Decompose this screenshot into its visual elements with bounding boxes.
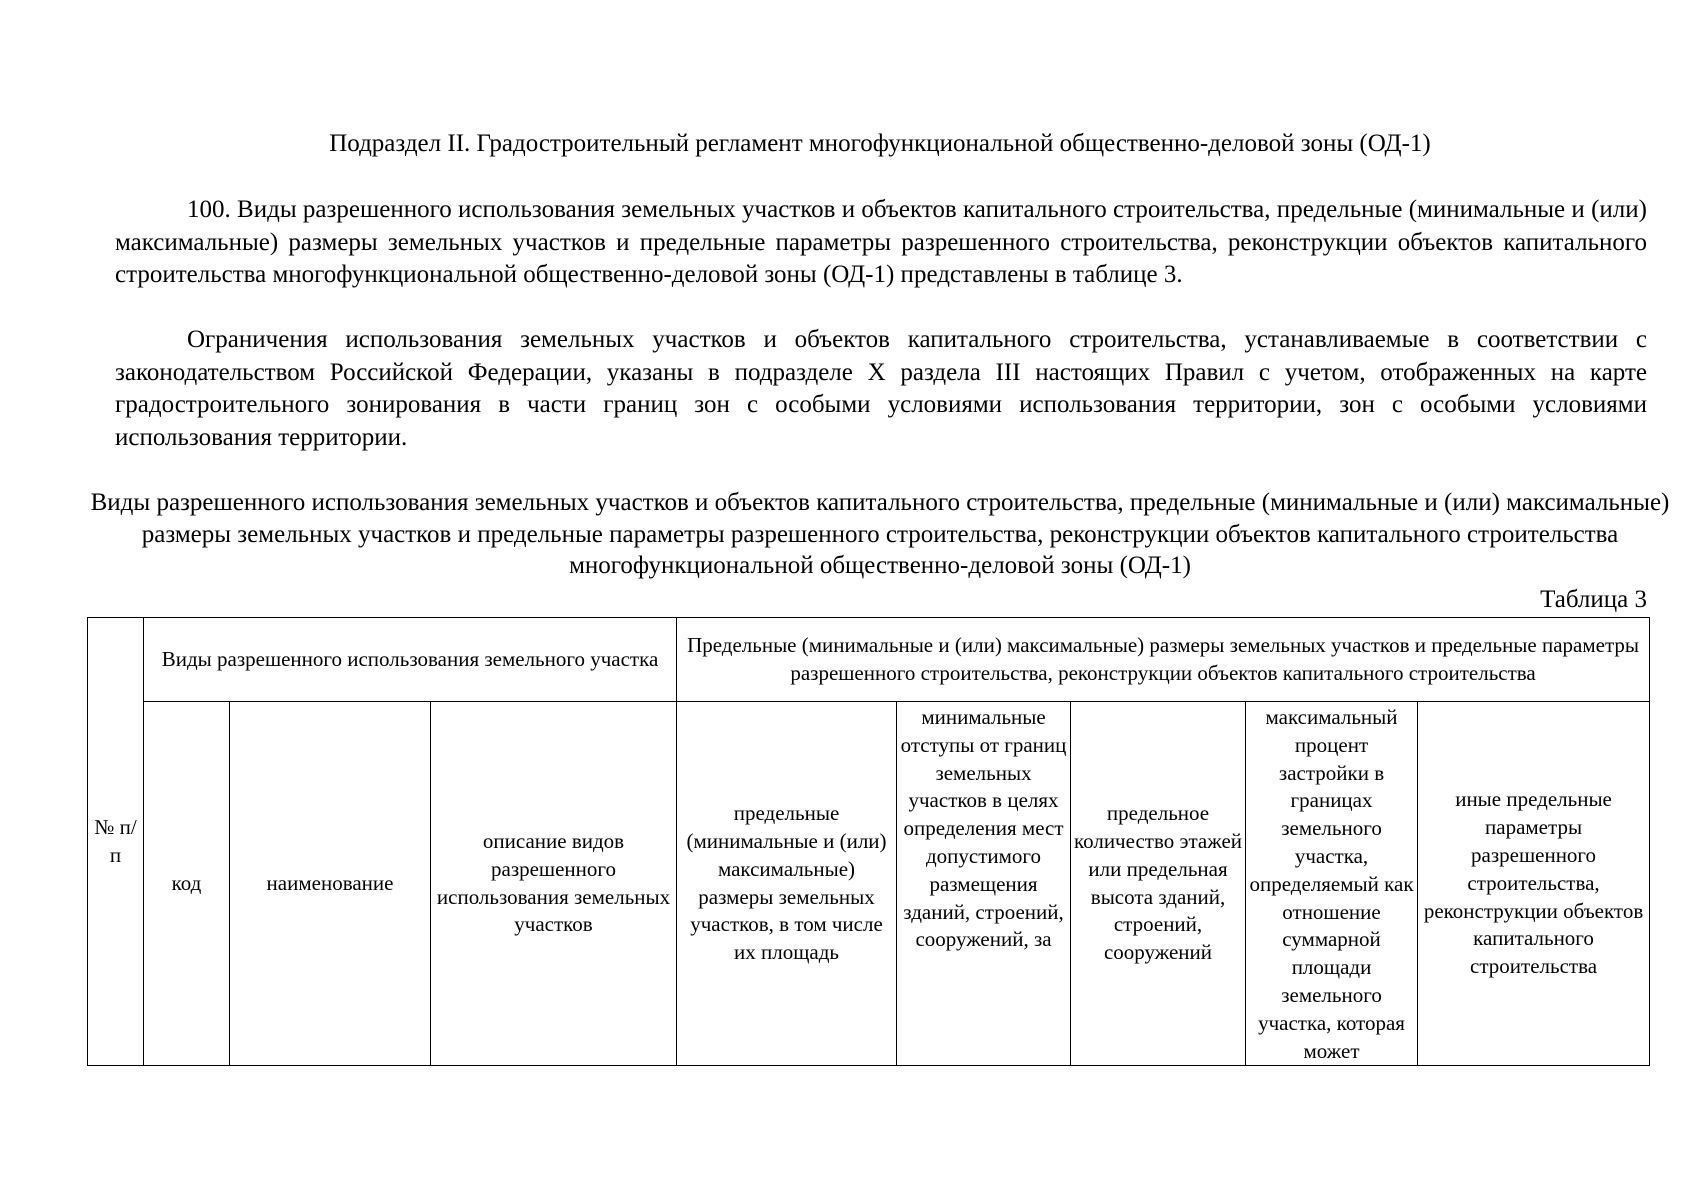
header-limits-group: Предельные (минимальные и (или) максимальные) размеры земельных участков и предельные параметры разрешенного строительства, реконструкции объектов капитального строительства	[677, 618, 1650, 702]
header-other-params: иные предельные параметры разрешенного строительства, реконструкции объектов капитального строительства	[1418, 702, 1650, 1066]
paragraph-restrictions	[115, 324, 1647, 454]
table-title: Виды разрешенного использования земельных участков и объектов капитального строительства, предельные (минимальные и (или) максимальные) размеры земельных участков и предельные параметры разрешенного строительства, реконструкции объектов капитального строительства многофункциональной общественно-деловой зоны (ОД-1)	[90, 489, 1670, 579]
header-description: описание видов разрешенного использования земельных участков	[431, 702, 677, 1066]
table-header-row-2	[88, 702, 1650, 1066]
table-number: Таблица 3	[1540, 586, 1647, 613]
header-land-use-group: Виды разрешенного использования земельного участка	[144, 618, 677, 702]
paragraph-100-text: 100. Виды разрешенного использования земельных участков и объектов капитального строительства, предельные (минимальные и (или) максимальные) размеры земельных участков и предельные параметры разрешенного строительства, реконструкции объектов капитального строительства многофункциональной общественно-деловой зоны (ОД-1) представлены в таблице 3.	[115, 196, 1647, 288]
header-name: наименование	[230, 702, 431, 1066]
header-code: код	[144, 702, 230, 1066]
table-header-row-1	[88, 618, 1650, 702]
header-plot-size: предельные (минимальные и (или) максимальные) размеры земельных участков, в том числе их площадь	[677, 702, 897, 1066]
header-setbacks: минимальные отступы от границ земельных участков в целях определения мест допустимого размещения зданий, строений, сооружений, за	[897, 702, 1071, 1066]
paragraph-100	[115, 194, 1647, 292]
regulations-table	[87, 617, 1650, 1066]
header-coverage: максимальный процент застройки в границах земельного участка, определяемый как отношение суммарной площади земельного участка, которая может	[1246, 702, 1418, 1066]
header-floors: предельное количество этажей или предельная высота зданий, строений, сооружений	[1071, 702, 1246, 1066]
subsection-title: Подраздел II. Градостроительный регламент многофункциональной общественно-деловой зоны (ОД-1)	[329, 130, 1431, 157]
header-number: № п/п	[88, 618, 144, 1066]
paragraph-restrictions-text: Ограничения использования земельных участков и объектов капитального строительства, устанавливаемые в соответствии с законодательством Российской Федерации, указаны в подразделе X раздела III настоящих Правил с учетом, отображенных на карте градостроительного зонирования в части границ зон с особыми условиями использования территории, зон с особыми условиями использования территории.	[115, 326, 1647, 451]
